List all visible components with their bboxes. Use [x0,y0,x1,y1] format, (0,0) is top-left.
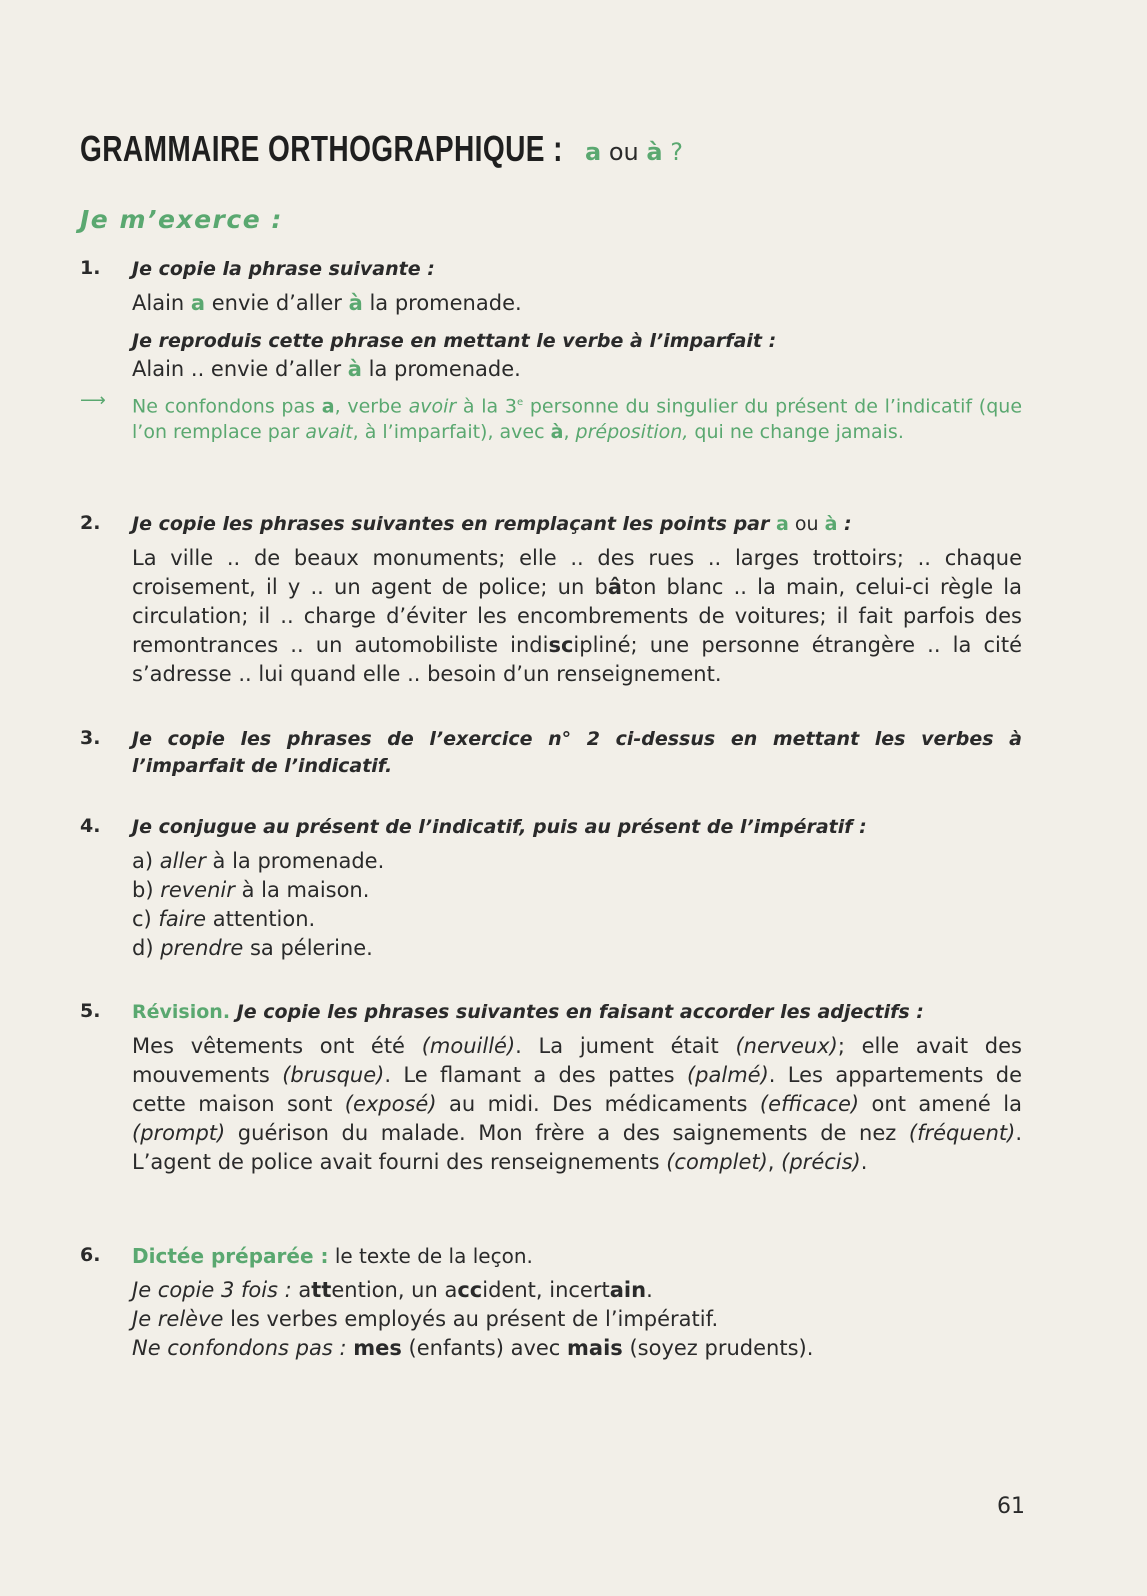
exercise-instruction: Je copie la phrase suivante : [132,258,435,280]
exercise-instruction: Je copie les phrases de l’exercice n° 2 ci-dessus en mettant les verbes à l’imparfait de l’indicatif. [132,728,1022,777]
exercise-sentence: Alain a envie d’aller à la promenade. [132,291,522,315]
page-number: 61 [997,1494,1025,1519]
exercise-instruction: Je copie les phrases suivantes en remplaçant les points par a ou à : [132,513,852,535]
dictation-line: Je copie 3 fois : attention, un accident, incertain. [132,1278,653,1302]
title-question: ? [670,138,683,166]
title-subtitle [585,138,683,166]
dictation-heading: Dictée préparée : le texte de la leçon. [132,1244,533,1268]
title-a: a [585,138,602,166]
exercise-4 [80,814,1040,963]
list-item: a) aller à la promenade. [132,849,385,873]
exercise-6 [80,1243,1040,1363]
exercise-instruction: Révision. Je copie les phrases suivantes en faisant accorder les adjectifs : [132,1001,924,1023]
exercise-instruction: Je conjugue au présent de l’indicatif, puis au présent de l’impératif : [132,816,867,838]
list-item: c) faire attention. [132,907,316,931]
exercise-number: 5. [80,1000,101,1022]
exercise-1 [80,256,1040,445]
conjugation-list [132,847,1022,963]
exercise-5 [80,999,1040,1177]
exercise-number: 4. [80,815,101,837]
title-ou: ou [608,138,639,166]
exercise-3 [80,726,1040,780]
exercise-text: Mes vêtements ont été (mouillé). La jument était (nerveux); elle avait des mouvements (brusque). Le flamant a des pattes (palmé). Les appartements de cette maison sont (exposé) au midi. Des médicaments (efficace) ont amené la (prompt) guérison du malade. Mon frère a des saignements de nez (fréquent). L’agent de police avait fourni des renseignements (complet), (précis). [132,1034,1022,1174]
exercise-number: 2. [80,512,101,534]
title-text: GRAMMAIRE ORTHOGRAPHIQUE : [80,128,563,169]
dictation-line: Je relève les verbes employés au présent de l’impératif. [132,1307,719,1331]
exercise-number: 6. [80,1244,101,1266]
title-a-accent: à [646,138,663,166]
dictation-instructions [132,1276,1022,1363]
list-item: d) prendre sa pélerine. [132,936,373,960]
arrow-icon: ⟶ [80,390,106,411]
section-heading: Je m’exerce : [80,205,283,234]
exercise-number: 3. [80,727,101,749]
exercise-text: La ville .. de beaux monuments; elle .. des rues .. larges trottoirs; .. chaque croisement, il y .. un agent de police; un bâton blanc .. la main, celui-ci règle la circulation; il .. charge d’éviter les encombrements de voitures; il fait parfois des remontrances .. un automobiliste indiscipliné; une personne étrangère .. la cité s’adresse .. lui quand elle .. besoin d’un renseignement. [132,546,1022,686]
exercise-instruction-2: Je reproduis cette phrase en mettant le verbe à l’imparfait : [132,330,777,352]
grammar-note: Ne confondons pas a, verbe avoir à la 3e personne du singulier du présent de l’indicatif (que l’on remplace par avait, à l’imparfait), avec à, préposition, qui ne change jamais. [132,395,1023,444]
exercise-2 [80,511,1040,689]
exercise-number: 1. [80,257,101,279]
dictation-line: Ne confondons pas : mes (enfants) avec mais (soyez prudents). [132,1336,814,1360]
exercise-sentence-2: Alain .. envie d’aller à la promenade. [132,357,521,381]
list-item: b) revenir à la maison. [132,878,370,902]
